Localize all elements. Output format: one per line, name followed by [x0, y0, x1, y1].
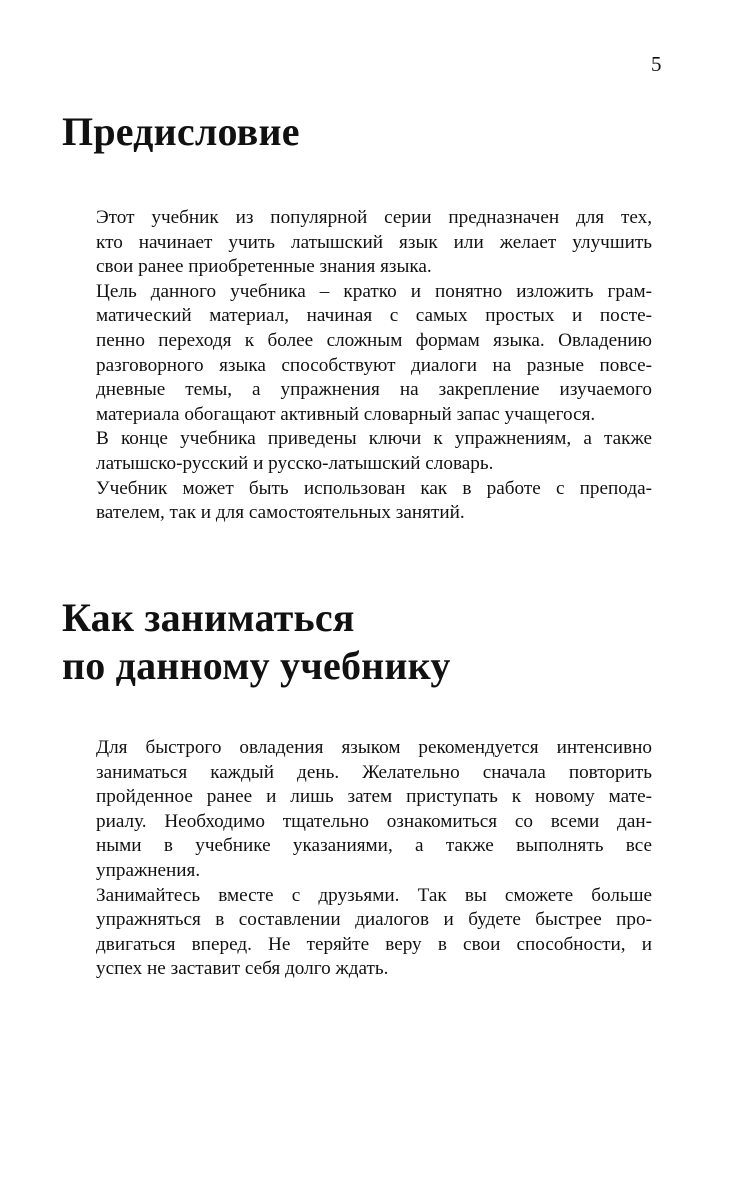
text-line: свои ранее приобретенные знания языка.: [96, 256, 432, 278]
preface-title: Предисловие: [62, 109, 300, 154]
text-line: упражняться в составлении диалогов и будете быстрее про-: [96, 909, 652, 931]
text-line: Занимайтесь вместе с друзьями. Так вы сможете больше: [96, 884, 652, 906]
text-line: латышско-русский и русско-латышский словарь.: [96, 452, 494, 474]
text-line: Этот учебник из популярной серии предназначен для тех,: [96, 207, 652, 228]
how-to-study-title-line1: Как заниматься: [62, 595, 355, 640]
how-to-study-title-line2: по данному учебнику: [62, 643, 451, 688]
text-line: упражнения.: [96, 859, 201, 881]
text-line: Для быстрого овладения языком рекомендуется интенсивно: [96, 737, 652, 758]
text-line: успех не заставит себя долго ждать.: [96, 958, 389, 980]
text-line: материала обогащают активный словарный запас учащегося.: [96, 403, 596, 425]
text-line: Цель данного учебника – кратко и понятно изложить грам-: [96, 280, 652, 302]
text-line: ными в учебнике указаниями, а также выполнять все: [96, 835, 652, 857]
text-line: риалу. Необходимо тщательно ознакомиться со всеми дан-: [96, 810, 652, 832]
text-line: разговорного языка способствуют диалоги на разные повсе-: [96, 354, 652, 376]
text-line: вателем, так и для самостоятельных занятий.: [96, 502, 465, 524]
how-to-study-heading: [62, 594, 451, 690]
text-line: двигаться вперед. Не теряйте веру в свои способности, и: [96, 933, 652, 955]
text-line: пройденное ранее и лишь затем приступать к новому мате-: [96, 786, 652, 808]
how-to-study-text: [96, 736, 652, 982]
text-line: дневные темы, а упражнения на закрепление изучаемого: [96, 379, 652, 401]
text-line: матический материал, начиная с самых простых и посте-: [96, 305, 652, 327]
preface-heading: [62, 108, 300, 156]
text-line: заниматься каждый день. Желательно сначала повторить: [96, 761, 652, 783]
preface-text: [96, 206, 652, 526]
text-line: пенно переходя к более сложным формам языка. Овладению: [96, 329, 652, 351]
text-line: кто начинает учить латышский язык или желает улучшить: [96, 231, 652, 253]
text-line: Учебник может быть использован как в работе с препода-: [96, 477, 652, 499]
page-number: 5: [651, 52, 662, 76]
text-line: В конце учебника приведены ключи к упражнениям, а также: [96, 428, 652, 450]
